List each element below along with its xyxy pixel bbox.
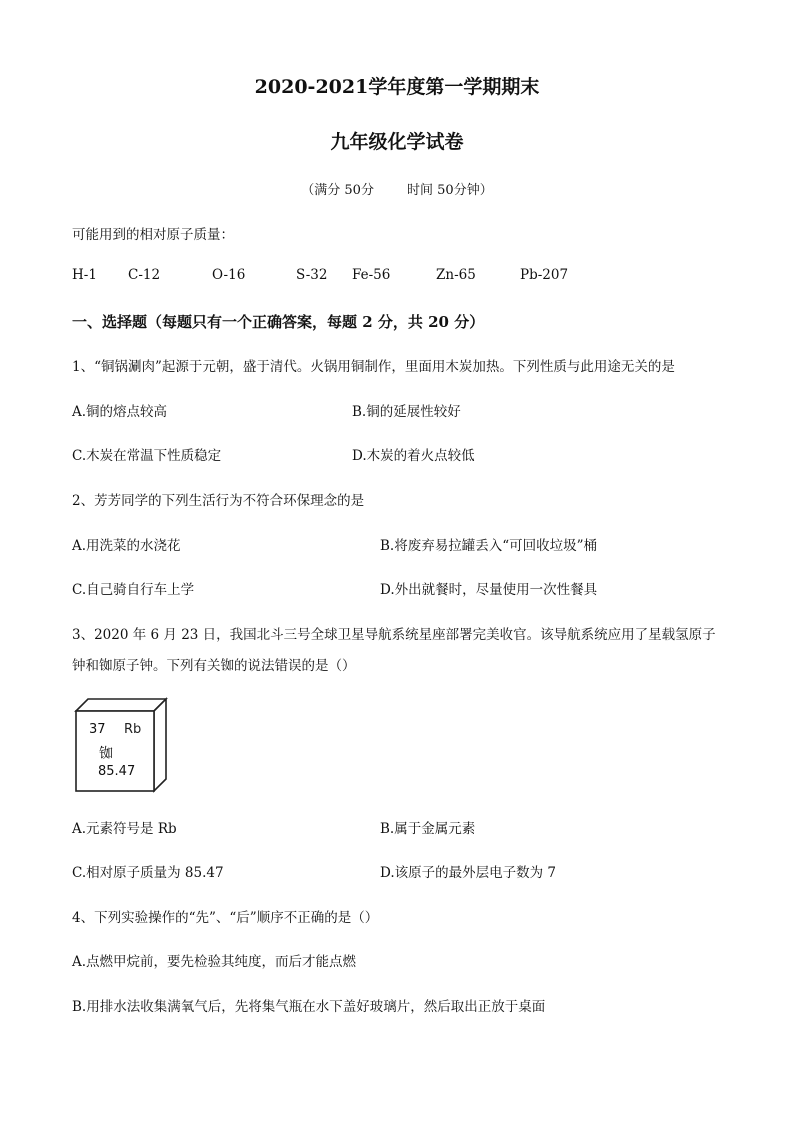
question-option: C.木炭在常温下性质稳定	[72, 448, 222, 464]
atomic-mass-item: S-32	[296, 267, 328, 283]
question-option: D.该原子的最外层电子数为 7	[380, 865, 557, 881]
question-stem: 2、芳芳同学的下列生活行为不符合环保理念的是	[72, 493, 365, 509]
question-stem-line: 钟和铷原子钟。下列有关铷的说法错误的是（）	[72, 658, 356, 674]
question-option: D.外出就餐时，尽量使用一次性餐具	[380, 582, 598, 598]
question-option: C.相对原子质量为 85.47	[72, 865, 224, 881]
atomic-mass-list	[0, 267, 794, 287]
question-option: D.木炭的着火点较低	[352, 448, 475, 464]
element-name: 铷	[99, 746, 113, 762]
question-option: B.将废弃易拉罐丢入“可回收垃圾”桶	[380, 538, 598, 554]
question-option: B.属于金属元素	[380, 821, 476, 837]
section-heading: 一、选择题（每题只有一个正确答案，每题 2 分，共 20 分）	[72, 313, 485, 331]
question-stem: 1、“铜锅涮肉”起源于元朝，盛于清代。火锅用铜制作，里面用木炭加热。下列性质与此用途无关的是	[72, 359, 675, 375]
atomic-mass-item: O-16	[212, 267, 246, 283]
element-cell	[74, 697, 168, 793]
atomic-mass-item: C-12	[128, 267, 161, 283]
question-stem: 4、下列实验操作的“先”、“后”顺序不正确的是（）	[72, 910, 379, 926]
question-option: A.用洗菜的水浇花	[72, 538, 181, 554]
atomic-mass-item: H-1	[72, 267, 97, 283]
exam-subtitle: 九年级化学试卷	[330, 131, 464, 153]
question-option: B.铜的延展性较好	[352, 404, 461, 420]
question-option: C.自己骑自行车上学	[72, 582, 195, 598]
question-option: A.元素符号是 Rb	[72, 821, 177, 837]
atomic-mass-item: Fe-56	[352, 267, 391, 283]
element-symbol: Rb	[124, 722, 142, 737]
atomic-mass-item: Pb-207	[520, 267, 569, 283]
question-stem-line: 3、2020 年 6 月 23 日，我国北斗三号全球卫星导航系统星座部署完美收官。该导航系统应用了星载氢原子	[72, 627, 716, 643]
question-option: A.点燃甲烷前，要先检验其纯度，而后才能点燃	[72, 954, 357, 970]
exam-info: （满分 50分 时间 50分钟）	[301, 183, 493, 198]
atomic-mass-intro: 可能用到的相对原子质量：	[72, 227, 234, 243]
atomic-mass: 85.47	[98, 764, 136, 779]
atomic-mass-item: Zn-65	[436, 267, 476, 283]
question-option: B.用排水法收集满氧气后，先将集气瓶在水下盖好玻璃片，然后取出正放于桌面	[72, 999, 546, 1015]
question-option: A.铜的熔点较高	[72, 404, 168, 420]
exam-title: 2020-2021学年度第一学期期末	[254, 76, 540, 98]
atomic-number: 37	[89, 722, 106, 737]
